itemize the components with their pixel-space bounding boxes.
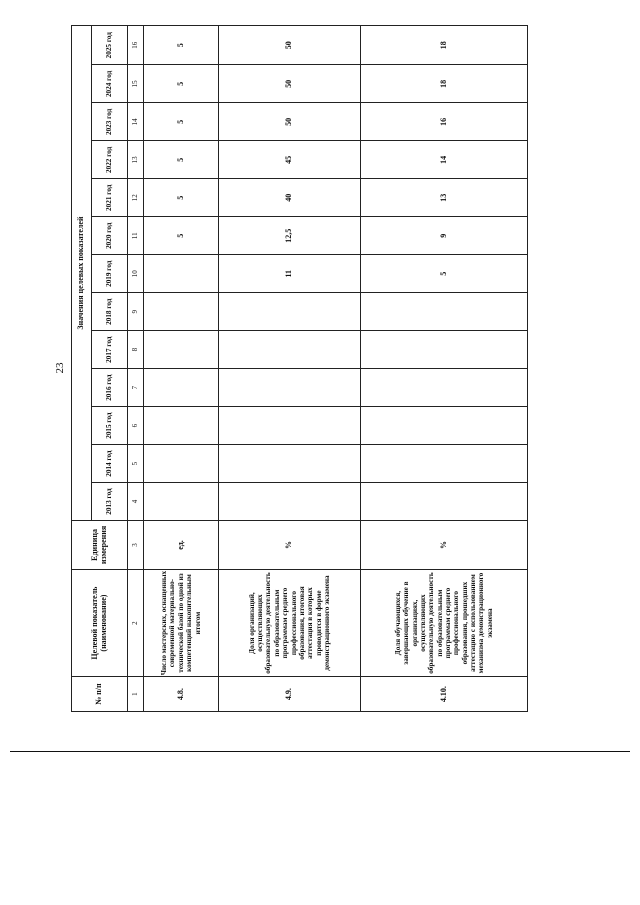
value-cell: 50: [219, 103, 361, 141]
row-number: 4.9.: [219, 677, 361, 712]
value-cell: 40: [219, 179, 361, 217]
year-header: 2023 год: [92, 103, 128, 141]
unit-cell: %: [219, 521, 361, 570]
value-cell: [361, 445, 528, 483]
value-cell: 50: [219, 26, 361, 65]
value-cell: [144, 445, 219, 483]
column-number: 16: [128, 26, 144, 65]
value-cell: 5: [144, 179, 219, 217]
column-number: 1: [128, 677, 144, 712]
value-cell: 5: [144, 26, 219, 65]
value-cell: [219, 407, 361, 445]
value-cell: [219, 331, 361, 369]
year-header: 2019 год: [92, 255, 128, 293]
column-number: 15: [128, 65, 144, 103]
target-indicators-table: [71, 25, 528, 712]
header-values-group: Значения целевых показателей: [72, 26, 92, 521]
value-cell: [144, 255, 219, 293]
value-cell: 5: [144, 103, 219, 141]
value-cell: 50: [219, 65, 361, 103]
value-cell: 12,5: [219, 217, 361, 255]
value-cell: [219, 445, 361, 483]
value-cell: 18: [361, 26, 528, 65]
value-cell: [361, 293, 528, 331]
value-cell: 45: [219, 141, 361, 179]
value-cell: [144, 331, 219, 369]
column-number: 4: [128, 483, 144, 521]
value-cell: [144, 293, 219, 331]
value-cell: [361, 407, 528, 445]
table-row: [219, 26, 361, 712]
value-cell: [219, 293, 361, 331]
indicator-name: Доля обучающихся, завершающих обучение в организациях, осуществляющих образовательную деятельность по образовательным программам среднего профессионального образования, прошедших аттестацию с использованием механизма демонстрационного экзамена: [361, 569, 528, 676]
page-number: 23: [54, 362, 66, 374]
table-row: [361, 26, 528, 712]
value-cell: 5: [144, 65, 219, 103]
unit-cell: ед.: [144, 521, 219, 570]
page-separator-line: [10, 751, 630, 752]
column-number: 7: [128, 369, 144, 407]
year-header: 2025 год: [92, 26, 128, 65]
column-number: 5: [128, 445, 144, 483]
header-indicator: Целевой показатель (наименование): [72, 569, 128, 676]
value-cell: 5: [144, 217, 219, 255]
rotated-table-wrapper: [71, 25, 527, 712]
value-cell: 16: [361, 103, 528, 141]
value-cell: 5: [144, 141, 219, 179]
indicator-name: Доля организаций, осуществляющих образовательную деятельность по образовательным программам среднего профессионального образования, итоговая аттестация в которых проводится в форме демонстрационного экзамена: [219, 569, 361, 676]
column-number: 3: [128, 521, 144, 570]
column-number: 2: [128, 569, 144, 676]
value-cell: 14: [361, 141, 528, 179]
column-number: 10: [128, 255, 144, 293]
year-header: 2014 год: [92, 445, 128, 483]
value-cell: 9: [361, 217, 528, 255]
year-header: 2021 год: [92, 179, 128, 217]
year-header: 2017 год: [92, 331, 128, 369]
column-number: 13: [128, 141, 144, 179]
value-cell: [144, 407, 219, 445]
value-cell: 5: [361, 255, 528, 293]
table-row: [144, 26, 219, 712]
value-cell: [219, 483, 361, 521]
value-cell: 13: [361, 179, 528, 217]
header-num: № п/п: [72, 677, 128, 712]
year-header: 2016 год: [92, 369, 128, 407]
value-cell: [144, 369, 219, 407]
year-header: 2024 год: [92, 65, 128, 103]
year-header: 2015 год: [92, 407, 128, 445]
row-number: 4.10.: [361, 677, 528, 712]
value-cell: [144, 483, 219, 521]
row-number: 4.8.: [144, 677, 219, 712]
year-header: 2013 год: [92, 483, 128, 521]
value-cell: 18: [361, 65, 528, 103]
column-number: 8: [128, 331, 144, 369]
column-number: 9: [128, 293, 144, 331]
value-cell: 11: [219, 255, 361, 293]
column-number: 12: [128, 179, 144, 217]
value-cell: [361, 331, 528, 369]
value-cell: [219, 369, 361, 407]
column-number: 14: [128, 103, 144, 141]
year-header: 2022 год: [92, 141, 128, 179]
column-number: 11: [128, 217, 144, 255]
year-header: 2018 год: [92, 293, 128, 331]
column-number: 6: [128, 407, 144, 445]
value-cell: [361, 483, 528, 521]
year-header: 2020 год: [92, 217, 128, 255]
indicator-name: Число мастерских, оснащенных современной материально-технической базой по одной из компетенций накопительным итогом: [144, 569, 219, 676]
header-unit: Единица измерения: [72, 521, 128, 570]
unit-cell: %: [361, 521, 528, 570]
value-cell: [361, 369, 528, 407]
